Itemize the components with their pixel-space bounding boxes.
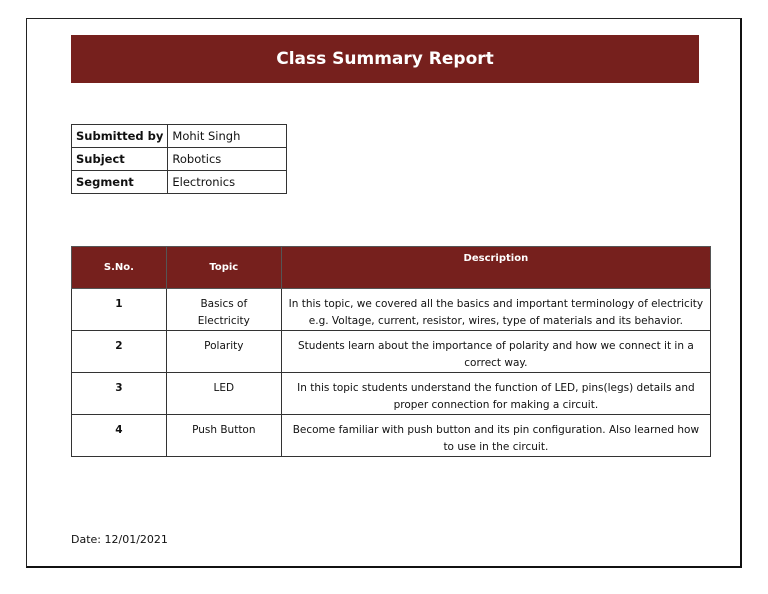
info-row-submitted-by bbox=[72, 125, 287, 148]
info-label: Segment bbox=[72, 171, 168, 194]
row-description: In this topic students understand the function of LED, pins(legs) details and proper connection for making a circuit. bbox=[281, 373, 710, 415]
header-description: Description bbox=[281, 247, 710, 289]
row-topic: Basics of Electricity bbox=[166, 289, 281, 331]
row-sno: 1 bbox=[72, 289, 167, 331]
topics-header-row bbox=[72, 247, 711, 289]
table-row bbox=[72, 415, 711, 457]
report-title: Class Summary Report bbox=[71, 35, 699, 83]
table-row bbox=[72, 331, 711, 373]
row-description: Become familiar with push button and its pin configuration. Also learned how to use in the circuit. bbox=[281, 415, 710, 457]
info-row-segment bbox=[72, 171, 287, 194]
row-description: Students learn about the importance of polarity and how we connect it in a correct way. bbox=[281, 331, 710, 373]
topics-table bbox=[71, 246, 711, 457]
row-topic: Push Button bbox=[166, 415, 281, 457]
table-row bbox=[72, 373, 711, 415]
info-value: Electronics bbox=[168, 171, 287, 194]
row-topic: Polarity bbox=[166, 331, 281, 373]
row-sno: 4 bbox=[72, 415, 167, 457]
info-value: Robotics bbox=[168, 148, 287, 171]
row-topic: LED bbox=[166, 373, 281, 415]
header-topic: Topic bbox=[166, 247, 281, 289]
header-sno: S.No. bbox=[72, 247, 167, 289]
report-date: Date: 12/01/2021 bbox=[71, 533, 168, 546]
info-row-subject bbox=[72, 148, 287, 171]
info-value: Mohit Singh bbox=[168, 125, 287, 148]
row-description: In this topic, we covered all the basics and important terminology of electricity e.g. Voltage, current, resistor, wires, type of materials and its behavior. bbox=[281, 289, 710, 331]
info-label: Subject bbox=[72, 148, 168, 171]
row-sno: 2 bbox=[72, 331, 167, 373]
info-table bbox=[71, 124, 287, 194]
table-row bbox=[72, 289, 711, 331]
report-page bbox=[26, 18, 742, 568]
row-sno: 3 bbox=[72, 373, 167, 415]
info-label: Submitted by bbox=[72, 125, 168, 148]
